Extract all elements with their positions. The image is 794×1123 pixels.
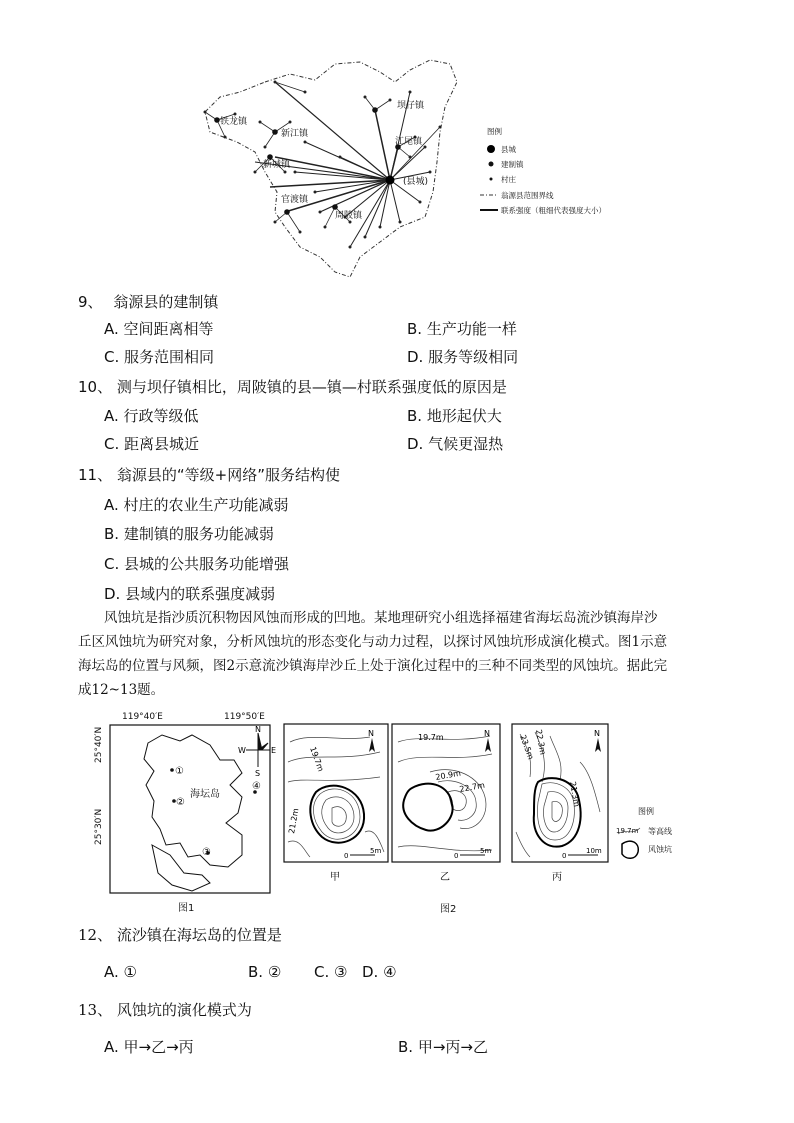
yi-label: 乙: [440, 872, 450, 883]
question-11-stem: 翁源县的“等级+网络”服务结构使: [116, 466, 340, 484]
question-13: [78, 1000, 252, 1020]
compass-rose: [246, 733, 270, 767]
yi-contour-3: 22.7m: [458, 780, 486, 794]
town-label-xinjiang: 新江镇: [281, 129, 309, 139]
map1-legend-boundary: 翁源县范围界线: [501, 191, 554, 200]
fig1-lat-label-1: 25°40′N: [94, 726, 104, 763]
q10-option-d[interactable]: D. 气候更湿热: [407, 435, 504, 453]
jia-contour-1: 19.7m: [308, 745, 326, 773]
q12-option-a[interactable]: A. ①: [104, 963, 137, 981]
map1-legend-town: 建制镇: [501, 160, 524, 169]
county-seat-label: (县城): [403, 177, 429, 187]
q10-option-b[interactable]: B. 地形起伏大: [407, 407, 502, 425]
q11-option-d[interactable]: D. 县域内的联系强度减弱: [104, 585, 276, 603]
panel-jia: [284, 724, 388, 883]
question-9-stem: 翁源县的建制镇: [113, 293, 219, 311]
question-11-number: 11、: [78, 466, 113, 484]
q11-option-c[interactable]: C. 县城的公共服务功能增强: [104, 555, 290, 573]
passage-line-4: 成12~13题。: [78, 682, 165, 698]
compass-n: N: [255, 725, 261, 734]
fig2-legend: [616, 806, 672, 858]
yi-scale-zero: 0: [454, 852, 459, 860]
q13-option-a[interactable]: A. 甲→乙→丙: [104, 1038, 194, 1056]
figure-1-map: [92, 705, 282, 915]
q12-option-d[interactable]: D. ④: [362, 963, 397, 981]
island-outline: [144, 735, 242, 867]
marker-1: ①: [175, 766, 184, 777]
q10-option-c[interactable]: C. 距离县城近: [104, 435, 200, 453]
q11-option-a[interactable]: A. 村庄的农业生产功能减弱: [104, 496, 289, 514]
bing-contour-1: 23.5m: [518, 733, 536, 761]
town-label-zhoubei: 周陂镇: [335, 211, 363, 221]
marker-3: ③: [202, 847, 211, 858]
question-13-number: 13、: [78, 1001, 113, 1019]
jia-scale-zero: 0: [344, 852, 349, 860]
question-11: [78, 465, 340, 485]
q9-option-a[interactable]: A. 空间距离相等: [104, 320, 214, 338]
compass-w: W: [238, 746, 246, 755]
question-9: [78, 292, 218, 312]
fig2-caption: 图2: [440, 904, 457, 915]
map1-legend-village: 村庄: [501, 175, 516, 184]
compass-s: S: [255, 769, 261, 778]
map1-legend-county: 县城: [501, 145, 516, 154]
passage-line-3: 海坛岛的位置与风频，图2示意流沙镇海岸沙丘上处于演化过程中的三种不同类型的风蚀坑。据此完: [78, 658, 668, 674]
fig1-lon-label-1: 119°40′E: [122, 712, 163, 722]
fig2-legend-pit: 风蚀坑: [648, 845, 672, 854]
q11-option-b[interactable]: B. 建制镇的服务功能减弱: [104, 525, 274, 543]
passage-line-1: 风蚀坑是指沙质沉积物因风蚀而形成的凹地。某地理研究小组选择福建省海坛岛流沙镇海岸沙: [104, 610, 658, 626]
marker-4: ④: [252, 781, 261, 792]
figure-2-pits: [280, 722, 710, 917]
question-12: [78, 925, 282, 945]
bing-label: 丙: [552, 872, 562, 883]
bing-contour-3: 21.3m: [568, 780, 582, 808]
passage-line-2: 丘区风蚀坑为研究对象，分析风蚀坑的形态变化与动力过程，以探讨风蚀坑形成演化模式。图1示意: [78, 634, 668, 650]
fig2-legend-contour: 等高线: [648, 827, 672, 836]
question-10-number: 10、: [78, 378, 113, 396]
bing-contour-2: 22.3m: [534, 728, 548, 756]
map1-legend-title: 图例: [487, 127, 502, 136]
town-label-tielong: 铁龙镇: [220, 117, 248, 127]
bing-north: N: [594, 729, 600, 738]
passage: [78, 606, 728, 702]
q10-option-a[interactable]: A. 行政等级低: [104, 407, 199, 425]
town-label-jiangwei: 江尾镇: [395, 137, 423, 147]
jia-contour-2: 21.2m: [287, 807, 301, 835]
bing-scale-zero: 0: [562, 852, 567, 860]
q13-option-b[interactable]: B. 甲→丙→乙: [398, 1038, 488, 1056]
panel-yi: [392, 724, 500, 883]
bing-scale: 10m: [586, 847, 602, 855]
question-9-number: 9、: [78, 293, 103, 311]
q12-option-b[interactable]: B. ②: [248, 963, 282, 981]
panel-bing: [512, 724, 608, 883]
jia-label: 甲: [330, 872, 340, 883]
compass-e: E: [271, 746, 277, 755]
fig1-lon-label-2: 119°50′E: [224, 712, 265, 722]
q9-option-c[interactable]: C. 服务范围相同: [104, 348, 215, 366]
question-12-stem: 流沙镇在海坛岛的位置是: [116, 926, 282, 944]
yi-contour-2: 20.9m: [434, 768, 462, 782]
question-12-number: 12、: [78, 926, 113, 944]
q9-option-d[interactable]: D. 服务等级相同: [407, 348, 519, 366]
q12-option-c[interactable]: C. ③: [314, 963, 348, 981]
fig2-legend-title: 图例: [638, 807, 654, 816]
yi-north: N: [484, 729, 490, 738]
yi-scale: 5m: [480, 847, 492, 855]
question-10: [78, 377, 507, 397]
yi-contour-1: 19.7m: [418, 733, 444, 742]
map1-legend: [480, 126, 606, 215]
fig1-caption: 图1: [178, 903, 195, 914]
town-label-guandu: 官渡镇: [281, 195, 309, 205]
q9-option-b[interactable]: B. 生产功能一样: [407, 320, 517, 338]
question-10-stem: 测与坝仔镇相比，周陂镇的县—镇—村联系强度低的原因是: [116, 378, 507, 396]
question-13-stem: 风蚀坑的演化模式为: [116, 1001, 252, 1019]
island-label: 海坛岛: [190, 789, 220, 800]
jia-north: N: [368, 729, 374, 738]
fig1-lat-label-2: 25°30′N: [94, 808, 104, 845]
town-label-bazai: 坝仔镇: [397, 101, 425, 111]
marker-2: ②: [176, 797, 185, 808]
town-label-xincheng: 新城镇: [263, 160, 291, 170]
jia-scale: 5m: [370, 847, 382, 855]
map1-legend-link: 联系强度（粗细代表强度大小）: [501, 206, 606, 215]
county-map: [195, 52, 615, 284]
fig2-legend-contour-value: 19.7m: [616, 827, 639, 835]
